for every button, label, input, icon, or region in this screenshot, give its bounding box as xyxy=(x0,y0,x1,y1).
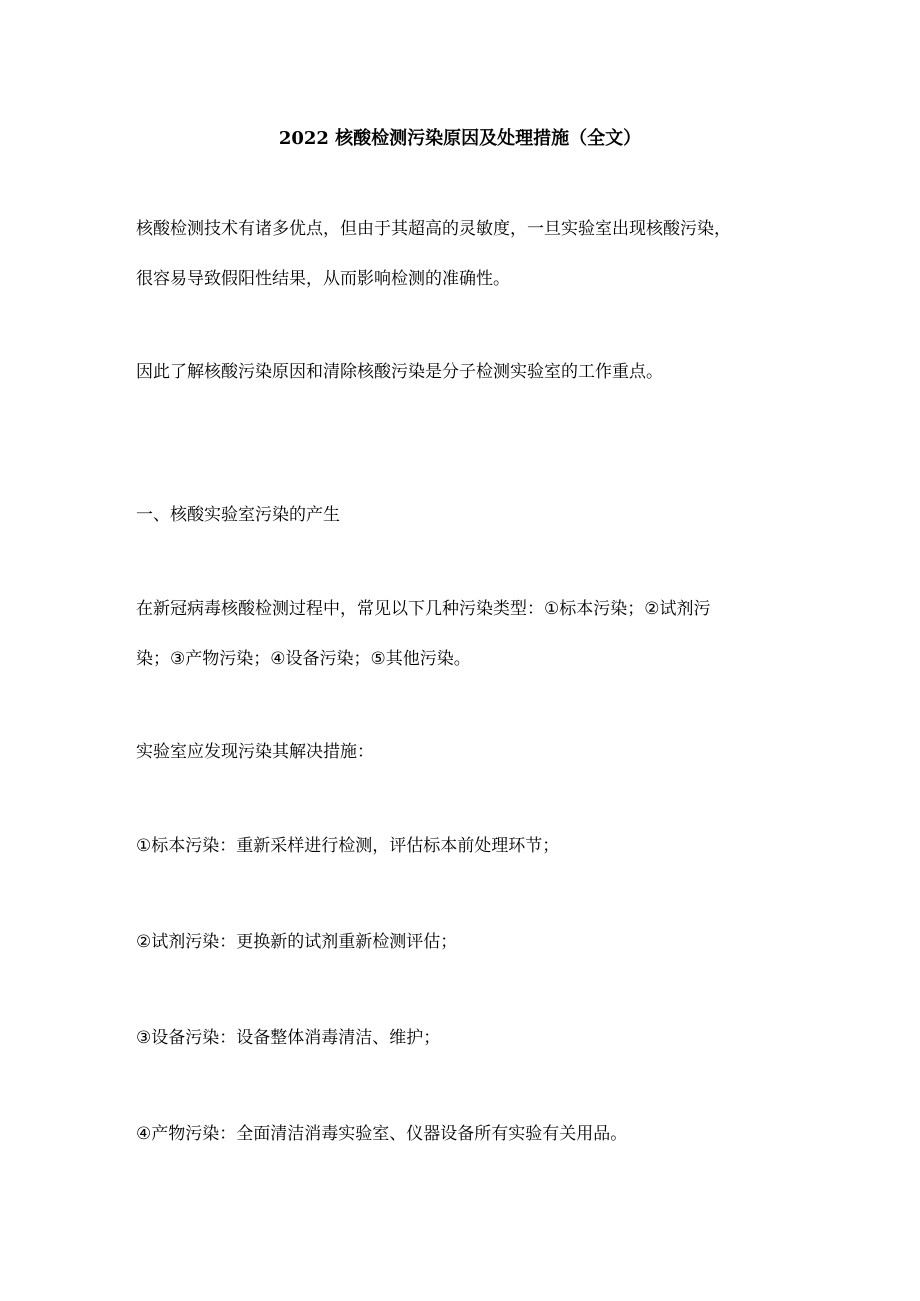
intro-line-1: 核酸检测技术有诸多优点，但由于其超高的灵敏度，一旦实验室出现核酸污染， xyxy=(136,219,731,239)
measure-item xyxy=(136,821,786,871)
measure-reagent-contamination: ②试剂污染：更换新的试剂重新检测评估； xyxy=(136,932,458,952)
measure-item xyxy=(136,1013,786,1063)
section-heading-text: 一、核酸实验室污染的产生 xyxy=(136,505,340,525)
measures-intro-line: 实验室应发现污染其解决措施： xyxy=(136,742,374,762)
types-line-2: 染；③产物污染；④设备污染；⑤其他污染。 xyxy=(136,649,471,669)
section-heading xyxy=(136,490,786,540)
measure-equipment-contamination: ③设备污染：设备整体消毒清洁、维护； xyxy=(136,1028,441,1048)
contamination-types-paragraph xyxy=(136,584,786,684)
intro-paragraph xyxy=(136,204,786,304)
measure-sample-contamination: ①标本污染：重新采样进行检测，评估标本前处理环节； xyxy=(136,836,560,856)
focus-paragraph xyxy=(136,347,786,397)
measure-item xyxy=(136,917,786,967)
measure-product-contamination: ④产物污染：全面清洁消毒实验室、仪器设备所有实验有关用品。 xyxy=(136,1124,628,1144)
measures-intro-paragraph xyxy=(136,727,786,777)
intro-line-2: 很容易导致假阳性结果，从而影响检测的准确性。 xyxy=(136,269,510,289)
focus-line: 因此了解核酸污染原因和清除核酸污染是分子检测实验室的工作重点。 xyxy=(136,362,663,382)
measure-item xyxy=(136,1109,786,1159)
types-line-1: 在新冠病毒核酸检测过程中，常见以下几种污染类型：①标本污染；②试剂污 xyxy=(136,599,711,619)
document-title: 2022 核酸检测污染原因及处理措施（全文） xyxy=(278,128,642,149)
